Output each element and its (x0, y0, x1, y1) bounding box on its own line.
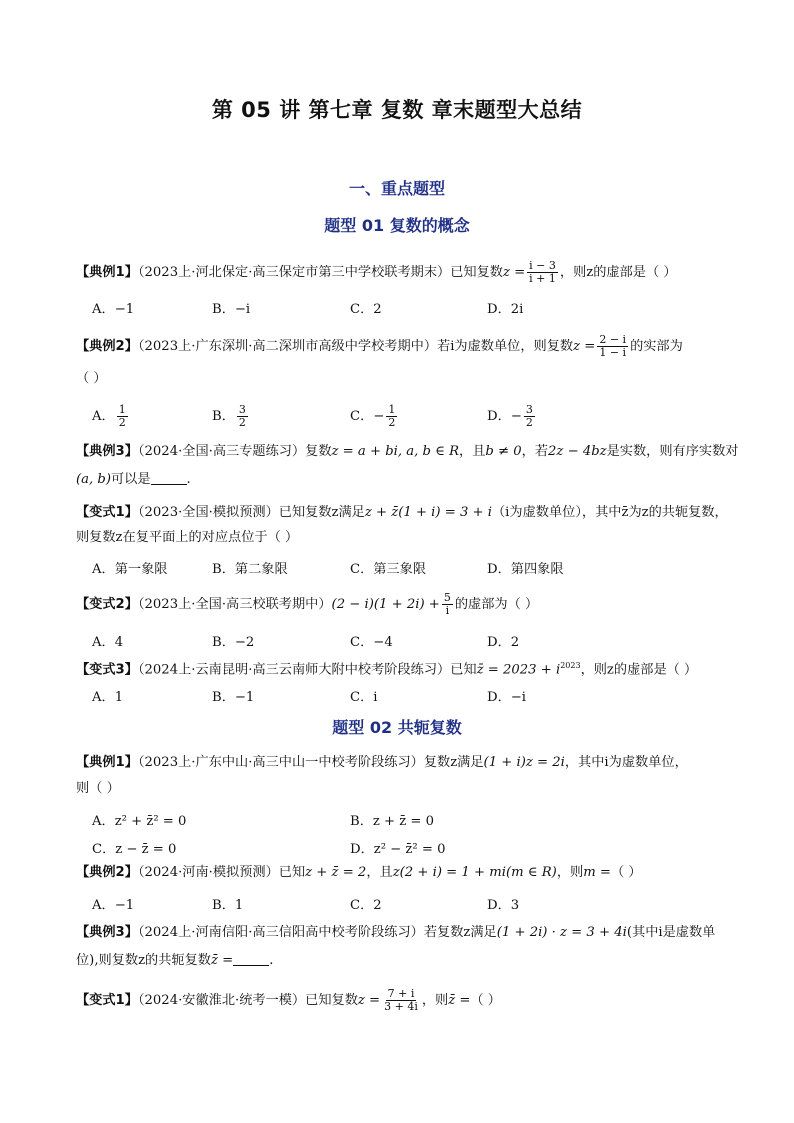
question-variant-1b (76, 988, 726, 1013)
option-b[interactable]: B．−i (212, 302, 251, 317)
options-row (92, 404, 732, 434)
question-tail: ，则z的虚部是（ ） (559, 265, 677, 280)
option-d[interactable]: D．第四象限 (487, 562, 564, 577)
question-tag: 【变式2】 (76, 597, 138, 612)
question-tail: 是实数，则有序实数对 (606, 444, 739, 459)
question-source: （2024·河南·模拟预测）已知 (137, 865, 306, 880)
question-tag: 【典例3】 (76, 444, 138, 459)
option-c[interactable]: C．2 (350, 302, 382, 317)
question-example-2 (76, 334, 726, 359)
question-source: （2024·全国·高三专题练习）复数 (137, 444, 332, 459)
text: . (269, 953, 274, 968)
option-d[interactable]: D．2 (487, 635, 520, 650)
question-source: （2023上·河北保定·高三保定市第三中学校联考期末）已知复数 (137, 265, 503, 280)
math-expr: (2 − i)(1 + 2i) + (331, 597, 440, 612)
fraction: $\frac{7 + i}{3 + 4i}$ (384, 987, 418, 1013)
option-a[interactable]: A．−1 (92, 302, 135, 317)
text: 位),则复数z的共轭复数 (76, 953, 211, 968)
question-tag: 【变式3】 (76, 662, 138, 678)
question-tail: （i为虚数单位），其中z̄为z的共轭复数， (492, 505, 728, 520)
answer-paren: （ ） (610, 865, 642, 880)
math-expr: z = (502, 265, 526, 280)
question-tail: (其中i是虚数单 (626, 925, 716, 940)
math-expr: b ≠ 0 (485, 444, 522, 459)
question-example-2b (76, 864, 726, 882)
options-row (92, 631, 732, 653)
question-variant-3 (76, 657, 726, 679)
math-expr: (1 + 2i) · z = 3 + 4i (496, 925, 627, 940)
question-tag: 【变式1】 (76, 505, 138, 520)
text: 可以是 (110, 472, 151, 487)
option-a[interactable]: A． $\frac{1}{2}$ (92, 403, 126, 429)
option-b[interactable]: B． $\frac{3}{2}$ (212, 403, 246, 429)
option-a[interactable]: A．4 (92, 635, 124, 650)
option-b[interactable]: B．−1 (212, 690, 255, 705)
options-row (92, 894, 732, 916)
option-c[interactable]: C．− $\frac{1}{2}$ (350, 403, 396, 429)
question-tail: ，则z的虚部是（ ） (580, 662, 698, 678)
question-example-1 (76, 260, 726, 285)
fraction: $\frac{5}{i}$ (443, 591, 451, 617)
text: . (186, 472, 191, 487)
question-example-3-line2 (76, 471, 726, 489)
option-a[interactable]: A．z² + z̄² = 0 (92, 814, 187, 829)
question-source: （2023上·广东深圳·高二深圳市高级中学校考期中）若i为虚数单位，则复数 (137, 339, 574, 354)
math-expr: z̄ = (210, 953, 234, 968)
exponent: 2023 (560, 661, 581, 670)
text: ，则 (421, 993, 449, 1008)
question-tag: 【变式1】 (76, 993, 138, 1008)
math-expr: (a, b) (76, 472, 111, 487)
option-b[interactable]: B．1 (212, 898, 244, 913)
options-row (92, 810, 732, 832)
question-tail: ，其中i为虚数单位， (564, 755, 688, 770)
question-example-1b-line2: 则（ ） (76, 781, 120, 796)
option-a[interactable]: A．1 (92, 690, 124, 705)
text: ，若 (521, 444, 549, 459)
question-variant-1 (76, 504, 726, 522)
question-source: （2024上·河南信阳·高三信阳高中校考阶段练习）若复数z满足 (137, 925, 497, 940)
section-heading: 一、重点题型 (348, 179, 445, 198)
question-variant-1-line2: 则复数z在复平面上的对应点位于（ ） (76, 530, 299, 545)
answer-paren: （ ） (76, 371, 107, 386)
option-d[interactable]: D．2i (487, 302, 524, 317)
question-example-3b (76, 924, 726, 942)
question-tag: 【典例1】 (76, 755, 138, 770)
options-row (92, 558, 732, 580)
option-b[interactable]: B．z + z̄ = 0 (350, 814, 435, 829)
math-expr: z = a + bi, a, b ∈ R (331, 444, 460, 459)
question-example-3 (76, 443, 739, 461)
fraction: $\frac{i - 3}{i + 1}$ (529, 259, 556, 285)
option-d[interactable]: D．z² − z̄² = 0 (350, 842, 446, 857)
option-d[interactable]: D．3 (487, 898, 520, 913)
math-expr: 2z − 4bz (548, 444, 607, 459)
option-c[interactable]: C．−4 (350, 635, 393, 650)
math-expr: z + z̄ = 2 (305, 865, 367, 880)
options-row (92, 298, 732, 320)
page-title: 第 05 讲 第七章 复数 章末题型大总结 (211, 98, 583, 122)
text: ，且 (459, 444, 486, 459)
option-c[interactable]: C．2 (350, 898, 382, 913)
math-expr: (1 + i)z = 2i (483, 755, 565, 770)
option-a[interactable]: A．−1 (92, 898, 135, 913)
question-variant-2 (76, 592, 726, 617)
answer-blank[interactable] (151, 484, 187, 485)
option-b[interactable]: B．−2 (212, 635, 255, 650)
math-expr: z̄ = 2023 + i (476, 662, 561, 678)
type-heading-02: 题型 02 共轭复数 (332, 718, 462, 737)
question-example-3b-line2 (76, 952, 726, 970)
question-tag: 【典例2】 (76, 339, 138, 354)
question-tag: 【典例3】 (76, 925, 138, 940)
answer-paren: （ ） (470, 993, 501, 1008)
option-c[interactable]: C．第三象限 (350, 562, 427, 577)
math-expr: z̄ = (448, 993, 471, 1008)
question-tail: 的实部为 (630, 339, 683, 354)
question-source: （2023·全国·模拟预测）已知复数z满足 (137, 505, 365, 520)
question-tag: 【典例1】 (76, 265, 138, 280)
options-row (92, 838, 732, 860)
text: ，则 (556, 865, 584, 880)
math-expr: z = (573, 339, 596, 354)
math-expr: z + z̄(1 + i) = 3 + i (364, 505, 492, 520)
option-b[interactable]: B．第二象限 (212, 562, 288, 577)
question-source: （2023上·广东中山·高三中山一中校考阶段练习）复数z满足 (137, 755, 484, 770)
answer-blank[interactable] (233, 965, 269, 966)
fraction: $\frac{2 - i}{1 - i}$ (599, 333, 627, 359)
question-tag: 【典例2】 (76, 865, 138, 880)
option-c[interactable]: C．z − z̄ = 0 (92, 842, 177, 857)
math-expr: m = (583, 865, 611, 880)
type-heading-01: 题型 01 复数的概念 (324, 216, 470, 235)
option-a[interactable]: A．第一象限 (92, 562, 168, 577)
question-source: （2024上·云南昆明·高三云南师大附中校考阶段练习）已知 (137, 662, 477, 678)
question-source: （2024·安徽淮北·统考一模）已知复数 (137, 993, 358, 1008)
options-row (92, 686, 732, 708)
question-example-1b (76, 754, 726, 772)
math-expr: z(2 + i) = 1 + mi(m ∈ R) (392, 865, 557, 880)
option-d[interactable]: D．−i (487, 690, 527, 705)
option-c[interactable]: C．i (350, 690, 378, 705)
text: ，且 (366, 865, 393, 880)
option-d[interactable]: D．− $\frac{3}{2}$ (487, 403, 533, 429)
math-expr: z = (357, 993, 381, 1008)
question-tail: 的虚部为（ ） (454, 597, 539, 612)
question-source: （2023上·全国·高三校联考期中） (137, 597, 332, 612)
